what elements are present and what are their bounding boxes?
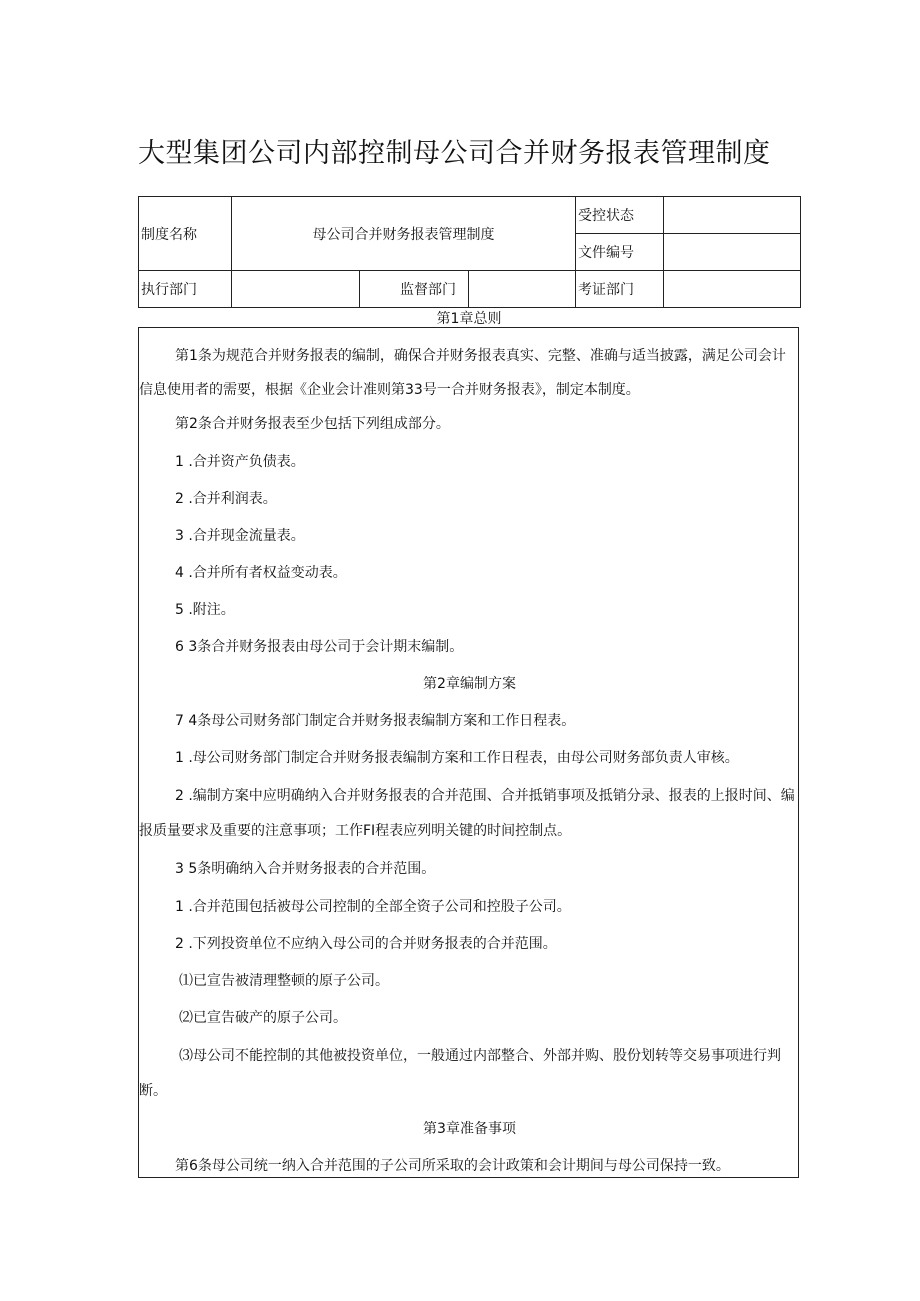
- exec-dept-value: [232, 271, 360, 308]
- audit-dept-value: [664, 271, 801, 308]
- system-name-value: 母公司合并财务报表管理制度: [232, 197, 576, 271]
- system-name-label: 制度名称: [139, 197, 232, 271]
- article-6: 第6条母公司统一纳入合并范围的子公司所采取的会计政策和会计期间与母公司保持一致。: [175, 1158, 730, 1174]
- article-1-line-1: 第1条为规范合并财务报表的编制，确保合并财务报表真实、完整、准确与适当披露，满足公司会计: [175, 348, 786, 364]
- article-5-sub-2: ⑵已宣告破产的原子公司。: [179, 1010, 347, 1026]
- article-4-item-1: 1 .母公司财务部门制定合并财务报表编制方案和工作日程表，由母公司财务部负责人审核。: [175, 750, 739, 766]
- control-status-label: 受控状态: [576, 197, 664, 234]
- exec-dept-label: 执行部门: [139, 271, 232, 308]
- article-3: 6 3条合并财务报表由母公司于会计期末编制。: [175, 639, 464, 655]
- article-2-item-2: 2 .合并利润表。: [175, 491, 277, 507]
- article-2-item-3: 3 .合并现金流量表。: [175, 528, 305, 544]
- file-number-value: [664, 234, 801, 271]
- article-4-item-2-line-1: 2 .编制方案中应明确纳入合并财务报表的合并范围、合并抵销事项及抵销分录、报表的上报时间、编: [175, 788, 795, 804]
- article-5: 3 5条明确纳入合并财务报表的合并范围。: [175, 861, 436, 877]
- article-5-sub-1: ⑴已宣告被清理整顿的原子公司。: [179, 973, 389, 989]
- article-5-item-1: 1 .合并范围包括被母公司控制的全部全资子公司和控股子公司。: [175, 899, 571, 915]
- file-number-label: 文件编号: [576, 234, 664, 271]
- article-2-item-5: 5 .附注。: [175, 602, 235, 618]
- article-2-item-1: 1 .合并资产负债表。: [175, 454, 305, 470]
- article-4: 7 4条母公司财务部门制定合并财务报表编制方案和工作日程表。: [175, 713, 576, 729]
- article-1-line-2: 信息使用者的需要，根据《企业会计准则第33号一合并财务报表》，制定本制度。: [139, 382, 640, 398]
- article-5-sub-3-line-2: 断。: [139, 1083, 167, 1099]
- article-2-item-4: 4 .合并所有者权益变动表。: [175, 565, 347, 581]
- chapter-3-heading: 第3章准备事项: [423, 1121, 516, 1137]
- article-5-sub-3-line-1: ⑶母公司不能控制的其他被投资单位，一般通过内部整合、外部并购、股份划转等交易事项进行判: [179, 1048, 781, 1064]
- supervise-dept-value: [469, 271, 576, 308]
- chapter-1-heading: 第1章总则: [436, 311, 502, 327]
- article-2: 第2条合并财务报表至少包括下列组成部分。: [175, 416, 450, 432]
- article-4-item-2-line-2: 报质量要求及重要的注意事项；工作FI程表应列明关键的时间控制点。: [139, 823, 572, 839]
- regulation-body: [138, 327, 799, 1178]
- supervise-dept-label: 监督部门: [360, 271, 469, 308]
- chapter-2-heading: 第2章编制方案: [423, 676, 516, 692]
- control-status-value: [664, 197, 801, 234]
- article-5-item-2: 2 .下列投资单位不应纳入母公司的合并财务报表的合并范围。: [175, 936, 557, 952]
- page-title: 大型集团公司内部控制母公司合并财务报表管理制度: [138, 138, 771, 169]
- audit-dept-label: 考证部门: [576, 271, 664, 308]
- document-info-table: [138, 196, 801, 308]
